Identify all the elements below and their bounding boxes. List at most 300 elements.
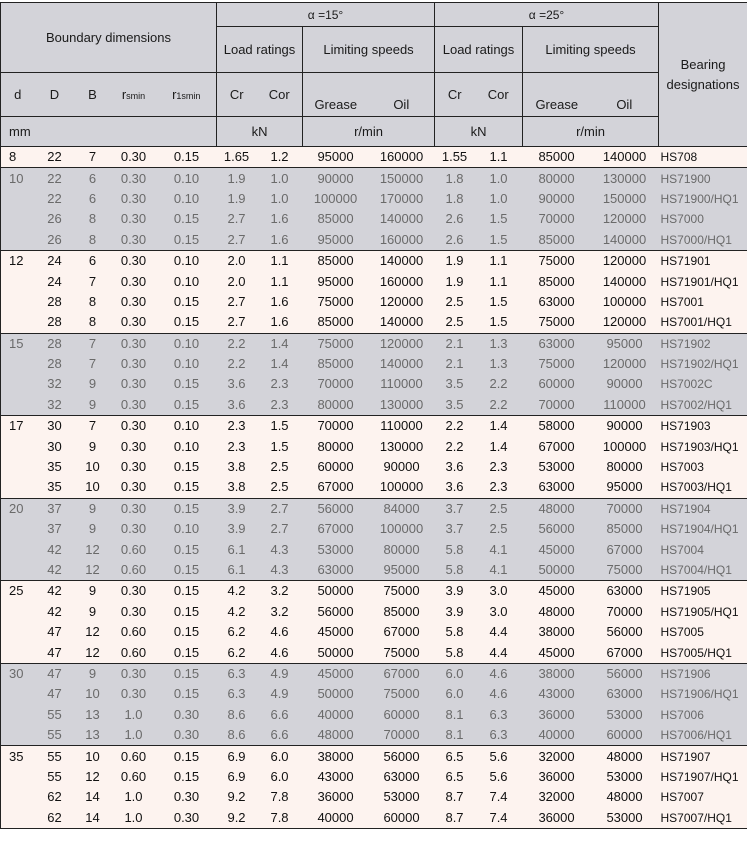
cell-grease25: 38000 bbox=[523, 622, 591, 642]
limiting-speeds-header-25: Limiting speeds bbox=[523, 27, 659, 73]
cell-cr25: 8.7 bbox=[435, 808, 475, 829]
cell-cor15: 1.1 bbox=[257, 271, 303, 291]
cell-grease15: 63000 bbox=[303, 560, 369, 581]
cell-cor25: 7.4 bbox=[475, 808, 523, 829]
cell-D: 42 bbox=[35, 539, 75, 559]
cell-cor15: 1.1 bbox=[257, 250, 303, 271]
cell-cor15: 4.9 bbox=[257, 684, 303, 704]
cell-cor15: 4.6 bbox=[257, 622, 303, 642]
cell-grease25: 48000 bbox=[523, 498, 591, 519]
cell-rsmin: 0.60 bbox=[111, 622, 157, 642]
cell-r1smin: 0.15 bbox=[157, 312, 217, 333]
cell-cr15: 2.7 bbox=[217, 230, 257, 251]
cell-r1smin: 0.15 bbox=[157, 209, 217, 229]
cell-grease15: 40000 bbox=[303, 705, 369, 725]
cell-B: 8 bbox=[75, 230, 111, 251]
table-row bbox=[1, 312, 747, 333]
cell-rsmin: 0.30 bbox=[111, 395, 157, 416]
cell-B: 8 bbox=[75, 209, 111, 229]
cell-d: 25 bbox=[1, 581, 35, 602]
cell-D: 42 bbox=[35, 602, 75, 622]
cell-designation: HS71900 bbox=[659, 168, 747, 189]
cell-rsmin: 0.30 bbox=[111, 250, 157, 271]
col-D: D bbox=[35, 73, 75, 117]
cell-cr25: 2.5 bbox=[435, 292, 475, 312]
cell-cr15: 9.2 bbox=[217, 787, 257, 807]
cell-D: 62 bbox=[35, 808, 75, 829]
cell-cor25: 2.2 bbox=[475, 395, 523, 416]
cell-rsmin: 0.30 bbox=[111, 663, 157, 684]
cell-B: 8 bbox=[75, 292, 111, 312]
cell-r1smin: 0.10 bbox=[157, 436, 217, 456]
cell-oil25: 53000 bbox=[591, 705, 659, 725]
cell-oil25: 120000 bbox=[591, 250, 659, 271]
alpha-15-header: α =15° bbox=[217, 3, 435, 27]
cell-designation: HS71900/HQ1 bbox=[659, 189, 747, 209]
cell-cor25: 4.6 bbox=[475, 663, 523, 684]
cell-r1smin: 0.15 bbox=[157, 457, 217, 477]
cell-oil25: 95000 bbox=[591, 477, 659, 498]
cell-rsmin: 0.60 bbox=[111, 539, 157, 559]
cell-cr15: 6.3 bbox=[217, 684, 257, 704]
cell-cor25: 2.3 bbox=[475, 477, 523, 498]
cell-B: 12 bbox=[75, 560, 111, 581]
cell-oil25: 100000 bbox=[591, 292, 659, 312]
cell-grease15: 45000 bbox=[303, 622, 369, 642]
table-row bbox=[1, 354, 747, 374]
cell-cor15: 4.6 bbox=[257, 642, 303, 663]
cell-designation: HS7006/HQ1 bbox=[659, 725, 747, 746]
cell-oil15: 84000 bbox=[369, 498, 435, 519]
cell-cor15: 3.2 bbox=[257, 581, 303, 602]
cell-cor15: 1.4 bbox=[257, 333, 303, 354]
col-oil-25: Oil bbox=[591, 73, 659, 117]
cell-d bbox=[1, 209, 35, 229]
cell-rsmin: 0.30 bbox=[111, 209, 157, 229]
cell-cor25: 1.4 bbox=[475, 416, 523, 437]
cell-D: 22 bbox=[35, 147, 75, 168]
cell-cr15: 3.8 bbox=[217, 477, 257, 498]
cell-D: 55 bbox=[35, 725, 75, 746]
cell-grease25: 75000 bbox=[523, 250, 591, 271]
cell-d bbox=[1, 230, 35, 251]
cell-D: 47 bbox=[35, 684, 75, 704]
cell-oil25: 53000 bbox=[591, 767, 659, 787]
cell-cr15: 2.0 bbox=[217, 250, 257, 271]
cell-oil25: 150000 bbox=[591, 189, 659, 209]
cell-r1smin: 0.15 bbox=[157, 767, 217, 787]
unit-rmin-25: r/min bbox=[523, 117, 659, 147]
cell-cr25: 1.9 bbox=[435, 250, 475, 271]
table-row bbox=[1, 519, 747, 539]
cell-cr25: 3.9 bbox=[435, 602, 475, 622]
cell-grease25: 36000 bbox=[523, 767, 591, 787]
cell-grease15: 80000 bbox=[303, 436, 369, 456]
cell-d bbox=[1, 436, 35, 456]
cell-oil25: 60000 bbox=[591, 725, 659, 746]
cell-B: 13 bbox=[75, 705, 111, 725]
cell-oil25: 85000 bbox=[591, 519, 659, 539]
cell-cr15: 6.9 bbox=[217, 746, 257, 767]
cell-cr15: 3.6 bbox=[217, 374, 257, 394]
cell-D: 30 bbox=[35, 436, 75, 456]
cell-cor15: 1.5 bbox=[257, 436, 303, 456]
cell-grease15: 43000 bbox=[303, 767, 369, 787]
cell-oil25: 67000 bbox=[591, 642, 659, 663]
load-ratings-header-25: Load ratings bbox=[435, 27, 523, 73]
cell-D: 35 bbox=[35, 477, 75, 498]
cell-oil15: 140000 bbox=[369, 354, 435, 374]
cell-cor15: 4.3 bbox=[257, 539, 303, 559]
cell-D: 32 bbox=[35, 374, 75, 394]
cell-grease15: 85000 bbox=[303, 354, 369, 374]
cell-cor25: 1.0 bbox=[475, 168, 523, 189]
cell-oil15: 60000 bbox=[369, 808, 435, 829]
cell-designation: HS7006 bbox=[659, 705, 747, 725]
table-row bbox=[1, 642, 747, 663]
cell-D: 42 bbox=[35, 560, 75, 581]
cell-rsmin: 0.30 bbox=[111, 168, 157, 189]
cell-grease25: 63000 bbox=[523, 477, 591, 498]
cell-grease25: 60000 bbox=[523, 374, 591, 394]
cell-r1smin: 0.15 bbox=[157, 230, 217, 251]
cell-designation: HS71905/HQ1 bbox=[659, 602, 747, 622]
col-cr-15: Cr bbox=[217, 73, 257, 117]
bearing-group-d15 bbox=[1, 333, 747, 416]
cell-rsmin: 0.30 bbox=[111, 416, 157, 437]
col-cor-25: Cor bbox=[475, 73, 523, 117]
cell-grease15: 50000 bbox=[303, 642, 369, 663]
cell-grease25: 53000 bbox=[523, 457, 591, 477]
cell-oil15: 120000 bbox=[369, 333, 435, 354]
cell-oil15: 100000 bbox=[369, 519, 435, 539]
cell-grease25: 36000 bbox=[523, 808, 591, 829]
cell-d bbox=[1, 808, 35, 829]
bearing-group-d30 bbox=[1, 663, 747, 746]
cell-oil15: 95000 bbox=[369, 560, 435, 581]
cell-designation: HS7007/HQ1 bbox=[659, 808, 747, 829]
cell-cor25: 4.1 bbox=[475, 560, 523, 581]
cell-d: 35 bbox=[1, 746, 35, 767]
table-row bbox=[1, 168, 747, 189]
cell-oil15: 150000 bbox=[369, 168, 435, 189]
cell-grease25: 75000 bbox=[523, 312, 591, 333]
cell-r1smin: 0.15 bbox=[157, 560, 217, 581]
cell-rsmin: 0.30 bbox=[111, 271, 157, 291]
cell-cor25: 1.1 bbox=[475, 271, 523, 291]
table-row bbox=[1, 395, 747, 416]
table-row bbox=[1, 498, 747, 519]
cell-oil25: 140000 bbox=[591, 230, 659, 251]
cell-cr15: 4.2 bbox=[217, 602, 257, 622]
cell-B: 9 bbox=[75, 602, 111, 622]
cell-B: 14 bbox=[75, 808, 111, 829]
cell-r1smin: 0.10 bbox=[157, 250, 217, 271]
cell-grease25: 45000 bbox=[523, 539, 591, 559]
cell-designation: HS7002C bbox=[659, 374, 747, 394]
cell-cr15: 8.6 bbox=[217, 705, 257, 725]
cell-oil15: 110000 bbox=[369, 416, 435, 437]
cell-D: 47 bbox=[35, 622, 75, 642]
cell-designation: HS7005 bbox=[659, 622, 747, 642]
cell-oil25: 120000 bbox=[591, 312, 659, 333]
table-row bbox=[1, 477, 747, 498]
cell-cor15: 1.6 bbox=[257, 312, 303, 333]
cell-cr25: 2.2 bbox=[435, 416, 475, 437]
cell-grease15: 85000 bbox=[303, 312, 369, 333]
cell-cor15: 2.3 bbox=[257, 395, 303, 416]
cell-r1smin: 0.15 bbox=[157, 684, 217, 704]
cell-oil15: 85000 bbox=[369, 602, 435, 622]
cell-cr25: 8.1 bbox=[435, 725, 475, 746]
cell-designation: HS71907/HQ1 bbox=[659, 767, 747, 787]
cell-oil15: 80000 bbox=[369, 539, 435, 559]
cell-D: 37 bbox=[35, 519, 75, 539]
cell-r1smin: 0.15 bbox=[157, 622, 217, 642]
table-row bbox=[1, 209, 747, 229]
cell-cr25: 5.8 bbox=[435, 642, 475, 663]
cell-cr25: 2.1 bbox=[435, 354, 475, 374]
cell-rsmin: 0.30 bbox=[111, 498, 157, 519]
cell-cr25: 1.9 bbox=[435, 271, 475, 291]
cell-cor25: 6.3 bbox=[475, 705, 523, 725]
cell-rsmin: 0.30 bbox=[111, 477, 157, 498]
cell-rsmin: 0.30 bbox=[111, 312, 157, 333]
cell-cr15: 2.2 bbox=[217, 354, 257, 374]
table-row bbox=[1, 560, 747, 581]
cell-oil25: 48000 bbox=[591, 746, 659, 767]
cell-cor15: 1.6 bbox=[257, 292, 303, 312]
cell-oil15: 75000 bbox=[369, 684, 435, 704]
cell-B: 10 bbox=[75, 457, 111, 477]
cell-cr25: 1.8 bbox=[435, 168, 475, 189]
cell-B: 6 bbox=[75, 168, 111, 189]
table-row bbox=[1, 684, 747, 704]
cell-grease25: 32000 bbox=[523, 787, 591, 807]
cell-designation: HS708 bbox=[659, 147, 747, 168]
cell-cr25: 2.6 bbox=[435, 230, 475, 251]
cell-d: 15 bbox=[1, 333, 35, 354]
cell-cor15: 2.3 bbox=[257, 374, 303, 394]
cell-designation: HS7003/HQ1 bbox=[659, 477, 747, 498]
cell-d: 10 bbox=[1, 168, 35, 189]
bearing-designations-header: Bearing designations bbox=[659, 3, 747, 147]
cell-designation: HS71903/HQ1 bbox=[659, 436, 747, 456]
cell-grease15: 56000 bbox=[303, 498, 369, 519]
col-grease-25: Grease bbox=[523, 73, 591, 117]
cell-grease15: 80000 bbox=[303, 395, 369, 416]
cell-cr25: 2.2 bbox=[435, 436, 475, 456]
cell-cr15: 2.7 bbox=[217, 209, 257, 229]
unit-kn-25: kN bbox=[435, 117, 523, 147]
cell-rsmin: 0.30 bbox=[111, 292, 157, 312]
table-row bbox=[1, 374, 747, 394]
cell-oil25: 63000 bbox=[591, 684, 659, 704]
cell-grease25: 67000 bbox=[523, 436, 591, 456]
cell-r1smin: 0.15 bbox=[157, 746, 217, 767]
cell-B: 6 bbox=[75, 250, 111, 271]
cell-oil15: 67000 bbox=[369, 663, 435, 684]
cell-D: 32 bbox=[35, 395, 75, 416]
cell-d bbox=[1, 602, 35, 622]
cell-oil15: 120000 bbox=[369, 292, 435, 312]
cell-B: 7 bbox=[75, 354, 111, 374]
cell-D: 22 bbox=[35, 189, 75, 209]
cell-B: 12 bbox=[75, 622, 111, 642]
cell-grease15: 50000 bbox=[303, 581, 369, 602]
col-r1smin: r1smin bbox=[157, 73, 217, 117]
cell-cr15: 3.9 bbox=[217, 498, 257, 519]
cell-grease25: 80000 bbox=[523, 168, 591, 189]
cell-grease25: 40000 bbox=[523, 725, 591, 746]
cell-D: 28 bbox=[35, 354, 75, 374]
cell-grease25: 85000 bbox=[523, 271, 591, 291]
cell-r1smin: 0.10 bbox=[157, 519, 217, 539]
cell-cor25: 3.0 bbox=[475, 602, 523, 622]
table-row bbox=[1, 457, 747, 477]
cell-designation: HS7007 bbox=[659, 787, 747, 807]
cell-oil15: 130000 bbox=[369, 395, 435, 416]
cell-oil25: 110000 bbox=[591, 395, 659, 416]
cell-cor15: 2.5 bbox=[257, 477, 303, 498]
cell-grease25: 85000 bbox=[523, 230, 591, 251]
cell-oil15: 170000 bbox=[369, 189, 435, 209]
cell-cr15: 2.7 bbox=[217, 292, 257, 312]
cell-grease15: 75000 bbox=[303, 292, 369, 312]
cell-cr15: 9.2 bbox=[217, 808, 257, 829]
cell-grease15: 95000 bbox=[303, 230, 369, 251]
cell-cr25: 3.7 bbox=[435, 519, 475, 539]
cell-oil15: 75000 bbox=[369, 581, 435, 602]
cell-cor25: 7.4 bbox=[475, 787, 523, 807]
cell-grease25: 58000 bbox=[523, 416, 591, 437]
table-row bbox=[1, 333, 747, 354]
cell-r1smin: 0.15 bbox=[157, 602, 217, 622]
cell-cr15: 1.65 bbox=[217, 147, 257, 168]
cell-cor15: 6.0 bbox=[257, 746, 303, 767]
cell-grease25: 75000 bbox=[523, 354, 591, 374]
cell-cor25: 1.3 bbox=[475, 354, 523, 374]
cell-B: 7 bbox=[75, 147, 111, 168]
cell-cor25: 4.1 bbox=[475, 539, 523, 559]
cell-B: 9 bbox=[75, 663, 111, 684]
cell-grease15: 85000 bbox=[303, 209, 369, 229]
cell-d: 12 bbox=[1, 250, 35, 271]
cell-r1smin: 0.10 bbox=[157, 271, 217, 291]
cell-grease15: 85000 bbox=[303, 250, 369, 271]
cell-cor15: 7.8 bbox=[257, 808, 303, 829]
cell-oil15: 110000 bbox=[369, 374, 435, 394]
cell-B: 9 bbox=[75, 395, 111, 416]
cell-r1smin: 0.15 bbox=[157, 663, 217, 684]
cell-d bbox=[1, 560, 35, 581]
cell-rsmin: 0.30 bbox=[111, 147, 157, 168]
cell-D: 55 bbox=[35, 746, 75, 767]
cell-r1smin: 0.15 bbox=[157, 477, 217, 498]
bearing-group-d12 bbox=[1, 250, 747, 333]
cell-cr15: 6.9 bbox=[217, 767, 257, 787]
bearing-group-d10 bbox=[1, 168, 747, 251]
cell-r1smin: 0.15 bbox=[157, 581, 217, 602]
cell-oil15: 60000 bbox=[369, 705, 435, 725]
cell-d bbox=[1, 189, 35, 209]
cell-oil15: 140000 bbox=[369, 250, 435, 271]
table-row bbox=[1, 250, 747, 271]
cell-B: 7 bbox=[75, 416, 111, 437]
cell-D: 47 bbox=[35, 663, 75, 684]
cell-r1smin: 0.10 bbox=[157, 354, 217, 374]
cell-cr25: 3.5 bbox=[435, 395, 475, 416]
cell-d bbox=[1, 622, 35, 642]
cell-designation: HS71907 bbox=[659, 746, 747, 767]
cell-B: 14 bbox=[75, 787, 111, 807]
cell-d bbox=[1, 725, 35, 746]
cell-r1smin: 0.15 bbox=[157, 642, 217, 663]
cell-oil25: 140000 bbox=[591, 147, 659, 168]
cell-grease15: 70000 bbox=[303, 374, 369, 394]
cell-grease15: 60000 bbox=[303, 457, 369, 477]
cell-cor25: 2.2 bbox=[475, 374, 523, 394]
cell-cor25: 2.5 bbox=[475, 519, 523, 539]
cell-oil15: 140000 bbox=[369, 312, 435, 333]
cell-rsmin: 1.0 bbox=[111, 725, 157, 746]
cell-d: 30 bbox=[1, 663, 35, 684]
cell-cor15: 1.6 bbox=[257, 209, 303, 229]
cell-D: 28 bbox=[35, 312, 75, 333]
cell-cr15: 2.3 bbox=[217, 416, 257, 437]
cell-oil15: 140000 bbox=[369, 209, 435, 229]
cell-cr15: 2.2 bbox=[217, 333, 257, 354]
cell-oil15: 63000 bbox=[369, 767, 435, 787]
cell-grease25: 70000 bbox=[523, 209, 591, 229]
cell-oil15: 100000 bbox=[369, 477, 435, 498]
cell-cor15: 2.5 bbox=[257, 457, 303, 477]
cell-cor25: 1.5 bbox=[475, 230, 523, 251]
cell-B: 7 bbox=[75, 271, 111, 291]
cell-B: 9 bbox=[75, 498, 111, 519]
cell-r1smin: 0.30 bbox=[157, 705, 217, 725]
cell-cor25: 1.0 bbox=[475, 189, 523, 209]
cell-r1smin: 0.30 bbox=[157, 808, 217, 829]
cell-r1smin: 0.15 bbox=[157, 395, 217, 416]
table-row bbox=[1, 725, 747, 746]
cell-cr25: 1.8 bbox=[435, 189, 475, 209]
cell-cr15: 1.9 bbox=[217, 189, 257, 209]
cell-cr25: 1.55 bbox=[435, 147, 475, 168]
table-row bbox=[1, 539, 747, 559]
bearing-group-d35 bbox=[1, 746, 747, 829]
col-oil-15: Oil bbox=[369, 73, 435, 117]
cell-grease25: 70000 bbox=[523, 395, 591, 416]
cell-cr25: 3.5 bbox=[435, 374, 475, 394]
cell-rsmin: 0.30 bbox=[111, 436, 157, 456]
cell-cr25: 6.5 bbox=[435, 767, 475, 787]
cell-cor15: 6.0 bbox=[257, 767, 303, 787]
cell-B: 12 bbox=[75, 539, 111, 559]
cell-r1smin: 0.15 bbox=[157, 374, 217, 394]
cell-cor25: 2.3 bbox=[475, 457, 523, 477]
cell-cor25: 5.6 bbox=[475, 767, 523, 787]
cell-r1smin: 0.15 bbox=[157, 539, 217, 559]
cell-oil25: 56000 bbox=[591, 663, 659, 684]
cell-oil15: 90000 bbox=[369, 457, 435, 477]
col-B: B bbox=[75, 73, 111, 117]
cell-grease15: 67000 bbox=[303, 477, 369, 498]
cell-designation: HS7000 bbox=[659, 209, 747, 229]
cell-cr15: 3.6 bbox=[217, 395, 257, 416]
cell-r1smin: 0.10 bbox=[157, 416, 217, 437]
cell-cor25: 4.4 bbox=[475, 642, 523, 663]
